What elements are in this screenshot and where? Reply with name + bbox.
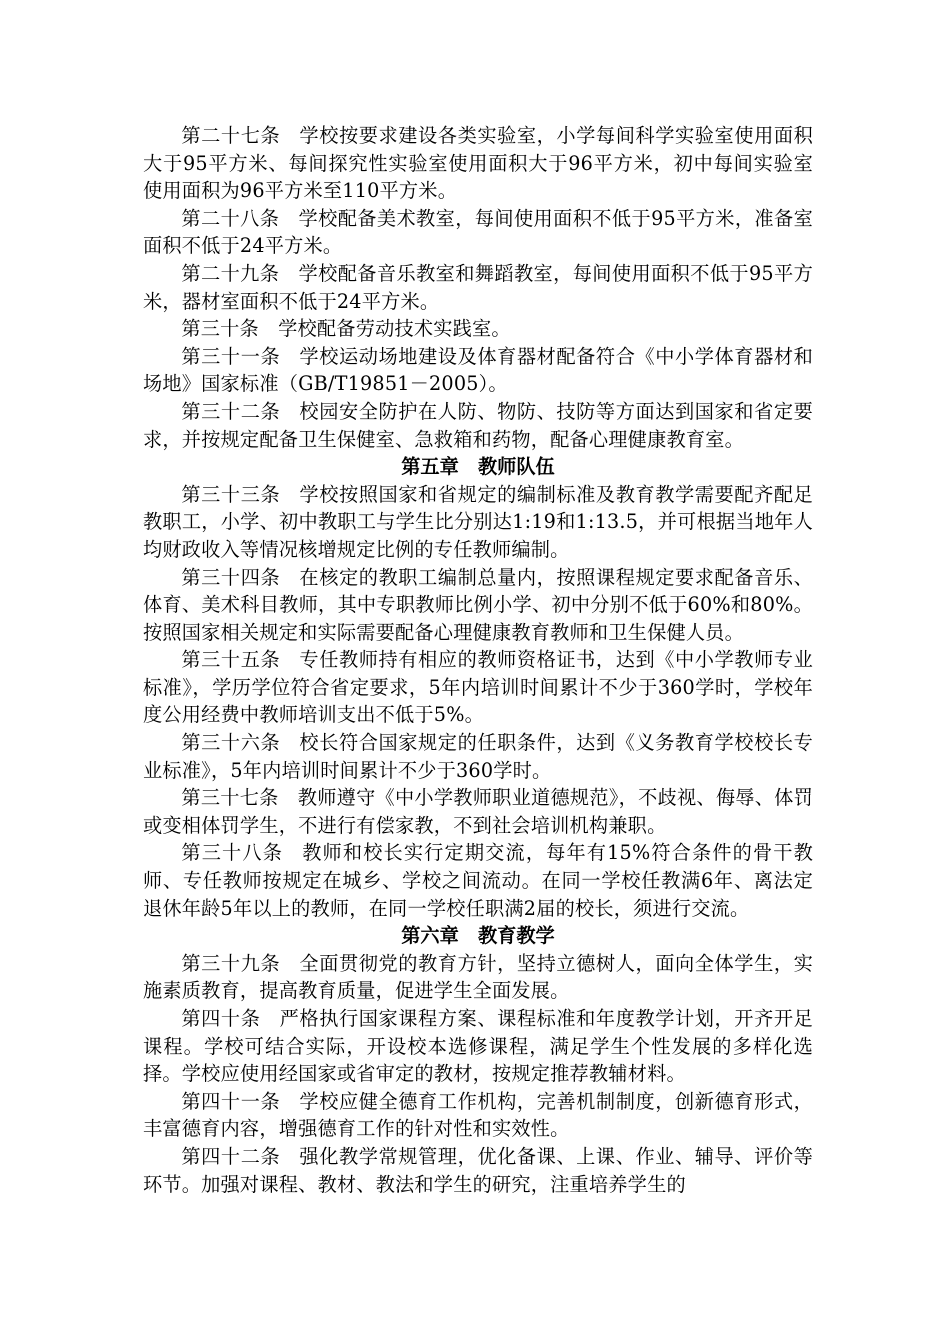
article-text: 校园安全防护在人防、物防、技防等方面达到国家和省定要求，并按规定配备卫生保健室、急救箱和药物，配备心理健康教育室。	[143, 399, 814, 451]
article-35	[143, 646, 813, 729]
article-number: 第三十五条	[181, 648, 281, 672]
article-text: 强化教学常规管理，优化备课、上课、作业、辅导、评价等环节。加强对课程、教材、教法和学生的研究，注重培养学生的	[143, 1144, 814, 1196]
article-text: 严格执行国家课程方案、课程标准和年度教学计划，开齐开足课程。学校可结合实际，开设校本选修课程，满足学生个性发展的多样化选择。学校应使用经国家或省审定的教材，按规定推荐教辅材料。	[143, 1007, 813, 1086]
article-32	[143, 398, 813, 453]
article-42	[143, 1143, 813, 1198]
chapter-heading-6: 第六章 教育教学	[401, 924, 555, 948]
article-number: 第四十条	[181, 1007, 261, 1030]
article-number: 第三十七条	[181, 786, 279, 810]
article-30	[143, 315, 813, 343]
article-38	[143, 839, 813, 922]
article-number: 第四十一条	[181, 1089, 281, 1113]
article-text: 学校配备音乐教室和舞蹈教室，每间使用面积不低于95平方米，器材室面积不低于24平方米。	[143, 261, 813, 313]
article-text: 在核定的教职工编制总量内，按照课程规定要求配备音乐、体育、美术科目教师，其中专职教师比例小学、初中分别不低于60%和80%。按照国家相关规定和实际需要配备心理健康教育教师和卫生保健人员。	[143, 565, 814, 644]
article-41	[143, 1088, 813, 1143]
article-text: 教师和校长实行定期交流，每年有15%符合条件的骨干教师、专任教师按规定在城乡、学校之间流动。在同一学校任教满6年、离法定退休年龄5年以上的教师，在同一学校任职满2届的校长，须进行交流。	[143, 841, 813, 920]
article-text: 学校运动场地建设及体育器材配备符合《中小学体育器材和场地》国家标准（GB/T19851－2005）。	[143, 344, 814, 396]
article-28	[143, 205, 813, 260]
article-text: 全面贯彻党的教育方针，坚持立德树人，面向全体学生，实施素质教育，提高教育质量，促进学生全面发展。	[143, 951, 814, 1003]
article-text: 教师遵守《中小学教师职业道德规范》，不歧视、侮辱、体罚或变相体罚学生，不进行有偿家教，不到社会培训机构兼职。	[143, 786, 813, 837]
article-39	[143, 950, 813, 1005]
article-text: 学校配备美术教室，每间使用面积不低于95平方米，准备室面积不低于24平方米。	[143, 206, 813, 258]
article-number: 第三十三条	[181, 482, 281, 506]
article-31	[143, 343, 813, 398]
article-33	[143, 481, 813, 564]
article-text: 学校按照国家和省规定的编制标准及教育教学需要配齐配足教职工，小学、初中教职工与学生比分别达1:19和1:13.5，并可根据当地年人均财政收入等情况核增规定比例的专任教师编制。	[143, 482, 814, 561]
article-number: 第四十二条	[181, 1144, 281, 1168]
article-29	[143, 260, 813, 315]
article-37	[143, 784, 813, 839]
document-body	[143, 122, 813, 1198]
article-text: 专任教师持有相应的教师资格证书，达到《中小学教师专业标准》，学历学位符合省定要求，5年内培训时间累计不少于360学时，学校年度公用经费中教师培训支出不低于5%。	[143, 648, 814, 727]
article-36	[143, 729, 813, 784]
article-text: 校长符合国家规定的任职条件，达到《义务教育学校校长专业标准》，5年内培训时间累计不少于360学时。	[143, 731, 814, 782]
article-number: 第三十六条	[181, 731, 281, 755]
article-number: 第二十八条	[181, 206, 280, 230]
article-number: 第三十九条	[181, 951, 281, 975]
article-text: 学校按要求建设各类实验室，小学每间科学实验室使用面积大于95平方米、每间探究性实验室使用面积大于96平方米，初中每间实验室使用面积为96平方米至110平方米。	[143, 124, 814, 203]
article-number: 第三十八条	[181, 841, 284, 865]
article-40	[143, 1005, 813, 1088]
chapter-heading-5: 第五章 教师队伍	[401, 455, 555, 479]
article-number: 第二十九条	[181, 261, 280, 285]
article-27	[143, 122, 813, 205]
article-number: 第三十条	[181, 317, 259, 341]
article-text: 学校应健全德育工作机构，完善机制制度，创新德育形式，丰富德育内容，增强德育工作的针对性和实效性。	[143, 1089, 814, 1141]
article-number: 第二十七条	[181, 124, 281, 147]
article-text: 学校配备劳动技术实践室。	[278, 317, 511, 341]
article-number: 第三十四条	[181, 565, 281, 589]
article-number: 第三十二条	[181, 399, 281, 423]
article-number: 第三十一条	[181, 344, 281, 368]
article-34	[143, 564, 813, 647]
